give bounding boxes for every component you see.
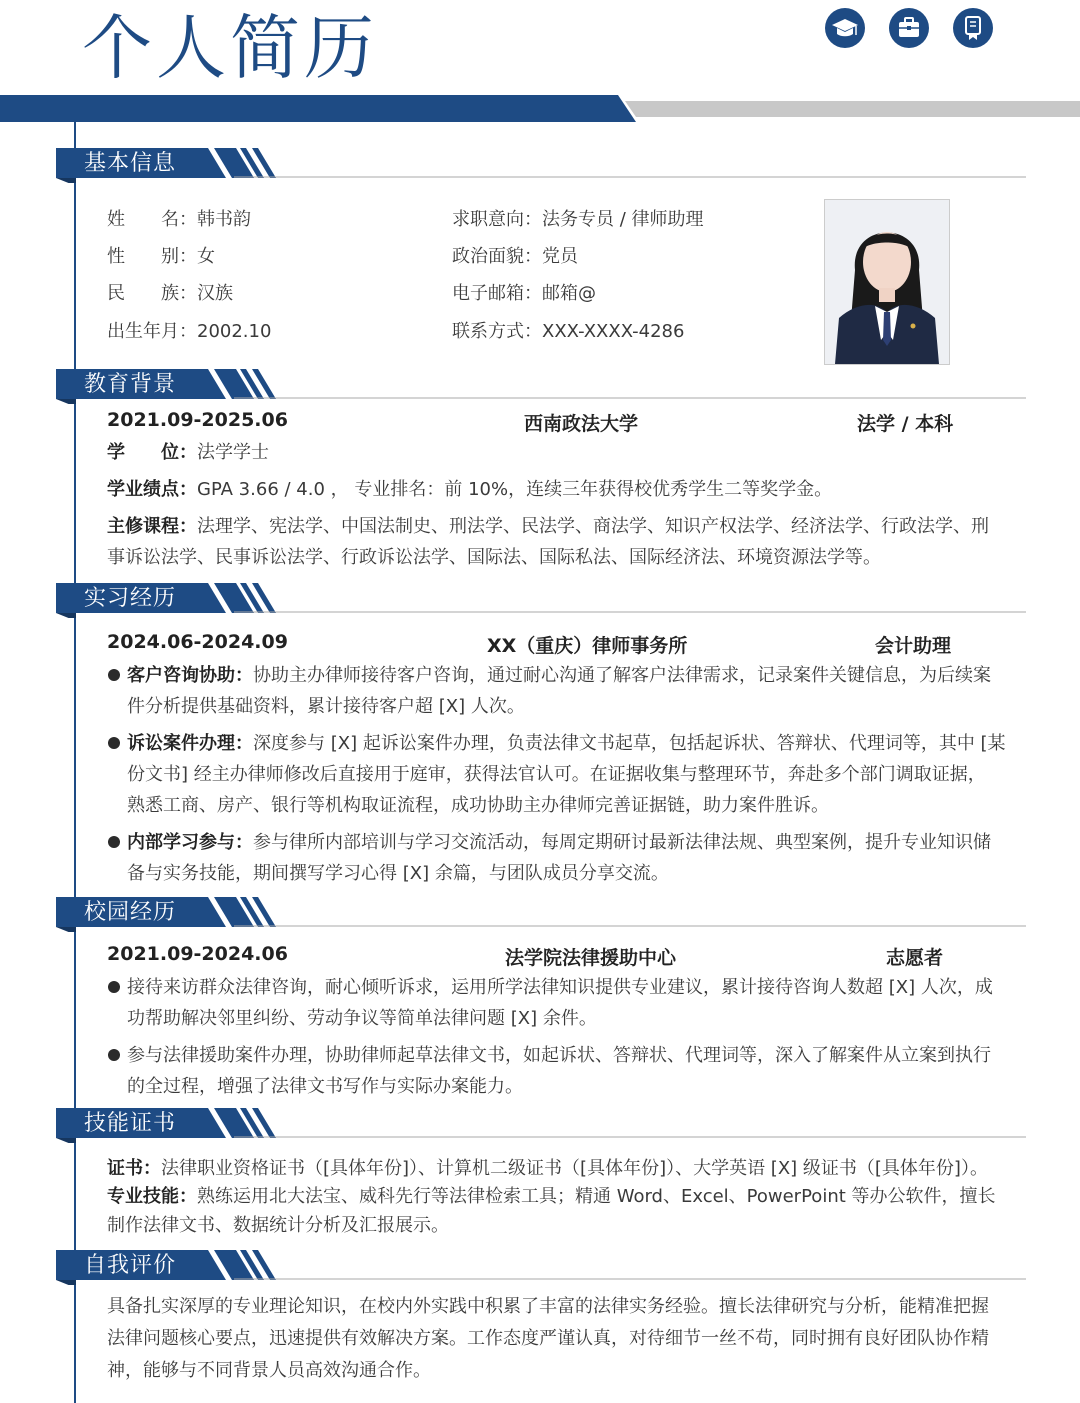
- internship-period: 2024.06-2024.09: [107, 631, 288, 653]
- self-eval-paragraph: 具备扎实深厚的专业理论知识，在校内外实践中积累了丰富的法律实务经验。擅长法律研究与分析，能精准把握 法律问题核心要点，迅速提供有效解决方案。工作态度严谨认真，对待细节一丝不苟，同时拥有良好团队协作精 神，能够与不同背景人员高效沟通合作。: [107, 1296, 989, 1381]
- timeline-line: [74, 120, 76, 1403]
- internship-item: 内部学习参与：参与律所内部培训与学习交流活动，每周定期研讨最新法律法规、典型案例，提升专业知识储 备与实务技能，期间撰写学习心得 [X] 余篇，与团队成员分享交流。: [127, 832, 991, 884]
- bullet-icon: [108, 669, 120, 681]
- ethnicity-row: 民 族：汉族: [107, 283, 233, 304]
- campus-role: 志愿者: [886, 947, 944, 969]
- education-major: 法学 / 本科: [857, 413, 954, 435]
- section-header-skills: [56, 1103, 1026, 1143]
- campus-period: 2021.09-2024.06: [107, 943, 288, 965]
- header-band: [0, 95, 1080, 122]
- section-title: 校园经历: [84, 900, 177, 925]
- bullet-icon: [108, 1049, 120, 1061]
- section-header-basic: [56, 143, 1026, 183]
- birth-row: 出生年月：2002.10: [107, 321, 272, 342]
- briefcase-icon: [889, 8, 929, 48]
- gender-row: 性 别：女: [107, 246, 215, 267]
- page-title: 个人简历: [82, 7, 378, 89]
- section-title: 技能证书: [84, 1111, 177, 1136]
- section-header-internship: [56, 578, 1026, 618]
- certificate-icon: [953, 8, 993, 48]
- bullet-icon: [108, 981, 120, 993]
- internship-item: 诉讼案件办理：深度参与 [X] 起诉讼案件办理，负责法律文书起草，包括起诉状、答辩状、代理词等，其中 [某 份文书] 经主办律师修改后直接用于庭审，获得法官认可。在证据收集与整理环节，奔赴多个部门调取证据， 熟悉工商、房产、银行等机构取证流程，成功协助主办律师完善证据链，助力案件胜诉。: [127, 733, 1006, 816]
- section-title: 基本信息: [84, 151, 177, 176]
- section-title: 自我评价: [84, 1253, 177, 1278]
- grades-row: 学业绩点：GPA 3.66 / 4.0 ， 专业排名：前 10%，连续三年获得校优秀学生二等奖学金。: [107, 479, 833, 500]
- campus-item: 参与法律援助案件办理，协助律师起草法律文书，如起诉状、答辩状、代理词等，深入了解案件从立案到执行 的全过程，增强了法律文书写作与实际办案能力。: [127, 1045, 991, 1097]
- cert-row: 证书：法律职业资格证书（[具体年份]）、计算机二级证书（[具体年份]）、大学英语 [X] 级证书（[具体年份]）。: [107, 1158, 988, 1179]
- campus-item: 接待来访群众法律咨询，耐心倾听诉求，运用所学法律知识提供专业建议，累计接待咨询人数超 [X] 人次，成 功帮助解决邻里纠纷、劳动争议等简单法律问题 [X] 余件。: [127, 977, 993, 1029]
- political-row: 政治面貌：党员: [452, 246, 578, 267]
- internship-item: 客户咨询协助：协助主办律师接待客户咨询，通过耐心沟通了解客户法律需求，记录案件关键信息，为后续案 件分析提供基础资料，累计接待客户超 [X] 人次。: [127, 665, 991, 717]
- name-row: 姓 名：韩书韵: [107, 209, 251, 230]
- courses-paragraph: 主修课程：法理学、宪法学、中国法制史、刑法学、民法学、商法学、知识产权法学、经济法学、行政法学、刑 事诉讼法学、民事诉讼法学、行政诉讼法学、国际法、国际私法、国际经济法、环境资源法学等。: [107, 516, 989, 568]
- section-header-self: [56, 1245, 1026, 1285]
- education-period: 2021.09-2025.06: [107, 409, 288, 431]
- bullet-icon: [108, 836, 120, 848]
- section-title: 实习经历: [84, 586, 177, 611]
- email-row: 电子邮箱：邮箱@: [452, 283, 596, 304]
- degree-row: 学 位：法学学士: [107, 442, 269, 463]
- section-title: 教育背景: [84, 372, 177, 397]
- phone-row: 联系方式：XXX-XXXX-4286: [452, 321, 685, 342]
- intent-row: 求职意向：法务专员 / 律师助理: [452, 209, 704, 230]
- section-header-campus: [56, 892, 1026, 932]
- internship-company: XX（重庆）律师事务所: [487, 635, 688, 657]
- bullet-icon: [108, 737, 120, 749]
- education-school: 西南政法大学: [524, 413, 639, 435]
- section-header-education: [56, 364, 1026, 404]
- skills-paragraph: 专业技能：熟练运用北大法宝、威科先行等法律检索工具；精通 Word、Excel、PowerPoint 等办公软件，擅长 制作法律文书、数据统计分析及汇报展示。: [107, 1186, 996, 1236]
- graduation-cap-icon: [825, 8, 865, 48]
- profile-photo: [824, 199, 950, 365]
- internship-role: 会计助理: [875, 635, 952, 657]
- campus-org: 法学院法律援助中心: [505, 947, 677, 969]
